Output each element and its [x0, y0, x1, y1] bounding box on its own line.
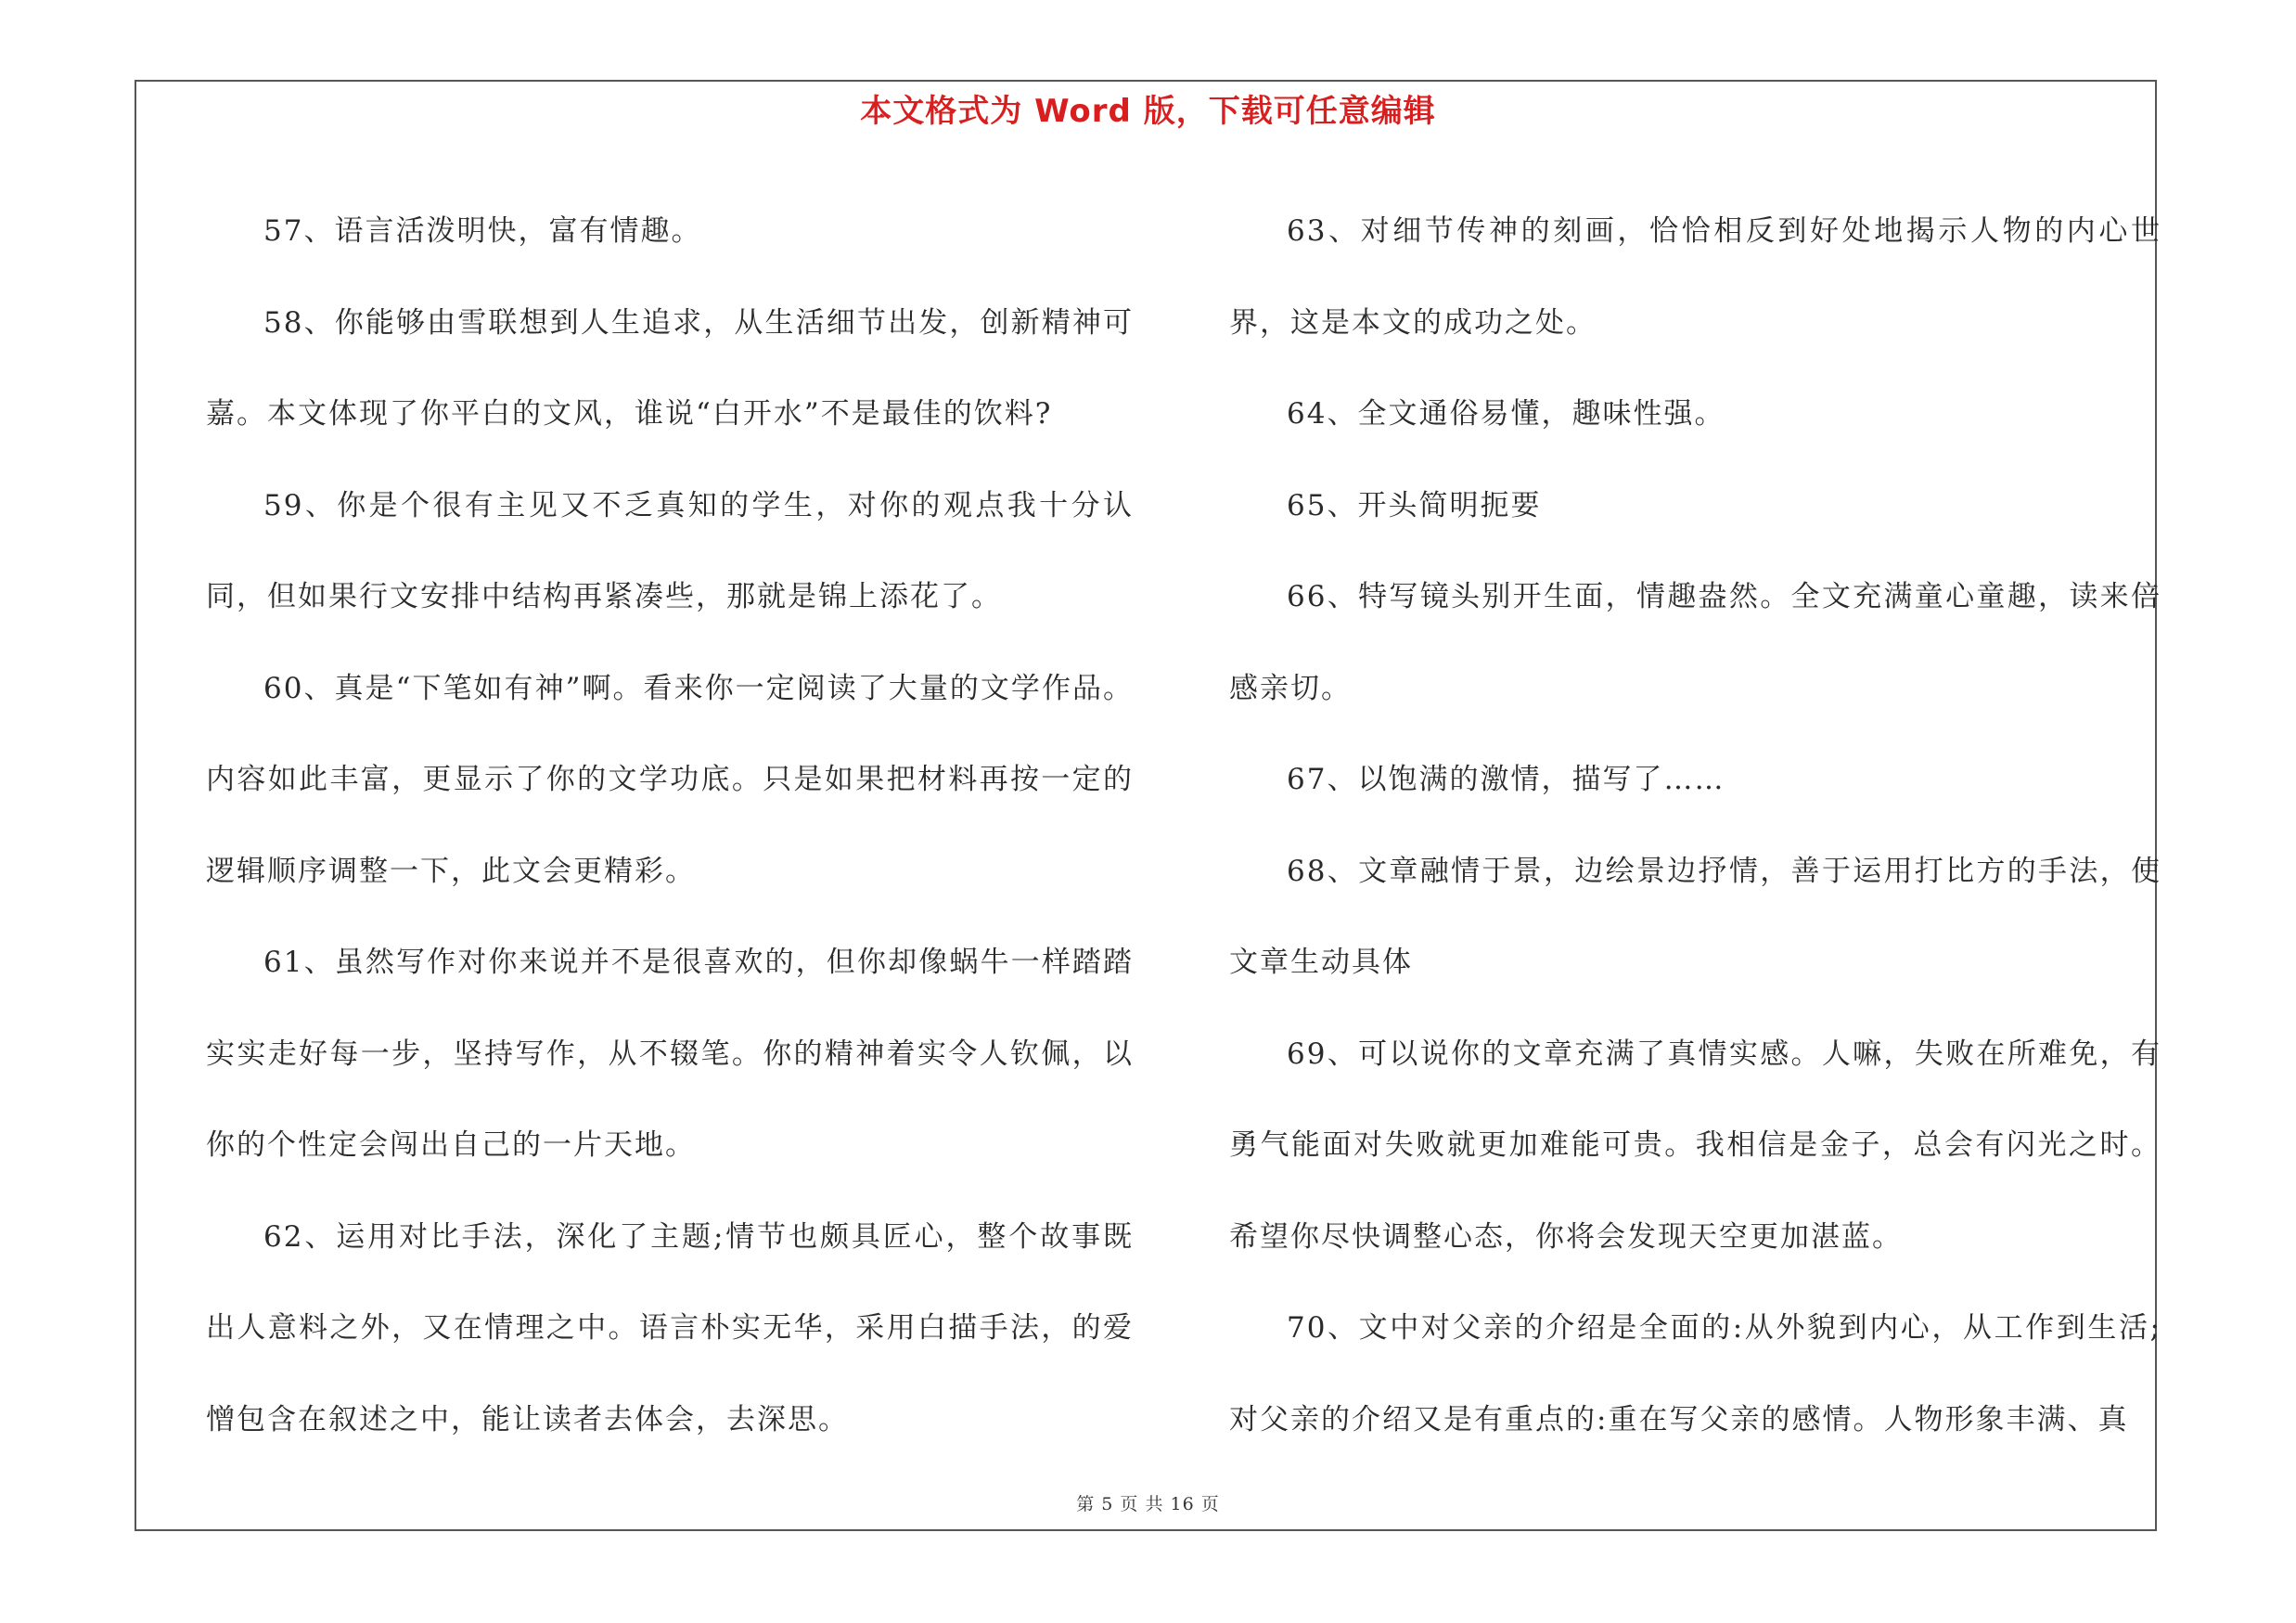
word-format-banner: 本文格式为 Word 版，下载可任意编辑 — [860, 93, 1436, 130]
comment-67: 67、以饱满的激情，描写了…… — [1287, 763, 1725, 796]
comment-69: 69、可以说你的文章充满了真情实感。人嘛，失败在所难免，有勇气能面对失败就更加难能可贵。我相信是金子，总会有闪光之时。希望你尽快调整心态，你将会发现天空更加湛蓝。 — [1229, 1037, 2161, 1254]
comment-68: 68、文章融情于景，边绘景边抒情，善于运用打比方的手法，使文章生动具体 — [1229, 854, 2161, 979]
page-number: 第 5 页 共 16 页 — [1076, 1494, 1220, 1514]
comment-70: 70、文中对父亲的介绍是全面的:从外貌到内心，从工作到生活;对父亲的介绍又是有重点的:重在写父亲的感情。人物形象丰满、真 — [1229, 1311, 2161, 1436]
comment-60: 60、真是“下笔如有神”啊。看来你一定阅读了大量的文学作品。内容如此丰富，更显示了你的文学功底。只是如果把材料再按一定的逻辑顺序调整一下，此文会更精彩。 — [206, 671, 1134, 888]
right-column — [1229, 186, 2161, 1465]
comment-57: 57、语言活泼明快，富有情趣。 — [263, 214, 702, 248]
comment-58: 58、你能够由雪联想到人生追求，从生活细节出发，创新精神可嘉。本文体现了你平白的文风，谁说“白开水”不是最佳的饮料? — [206, 305, 1134, 431]
comment-64: 64、全文通俗易懂，趣味性强。 — [1287, 397, 1725, 431]
left-column — [206, 186, 1134, 1465]
comment-61: 61、虽然写作对你来说并不是很喜欢的，但你却像蜗牛一样踏踏实实走好每一步，坚持写作，从不辍笔。你的精神着实令人钦佩，以你的个性定会闯出自己的一片天地。 — [206, 946, 1134, 1162]
comment-66: 66、特写镜头别开生面，情趣盎然。全文充满童心童趣，读来倍感亲切。 — [1229, 580, 2161, 705]
comment-65: 65、开头简明扼要 — [1287, 488, 1542, 522]
comment-63: 63、对细节传神的刻画，恰恰相反到好处地揭示人物的内心世界，这是本文的成功之处。 — [1229, 214, 2161, 340]
comment-62: 62、运用对比手法，深化了主题;情节也颇具匠心，整个故事既出人意料之外，又在情理之中。语言朴实无华，采用白描手法，的爱憎包含在叙述之中，能让读者去体会，去深思。 — [206, 1219, 1134, 1436]
comment-59: 59、你是个很有主见又不乏真知的学生，对你的观点我十分认同，但如果行文安排中结构再紧凑些，那就是锦上添花了。 — [206, 488, 1134, 613]
